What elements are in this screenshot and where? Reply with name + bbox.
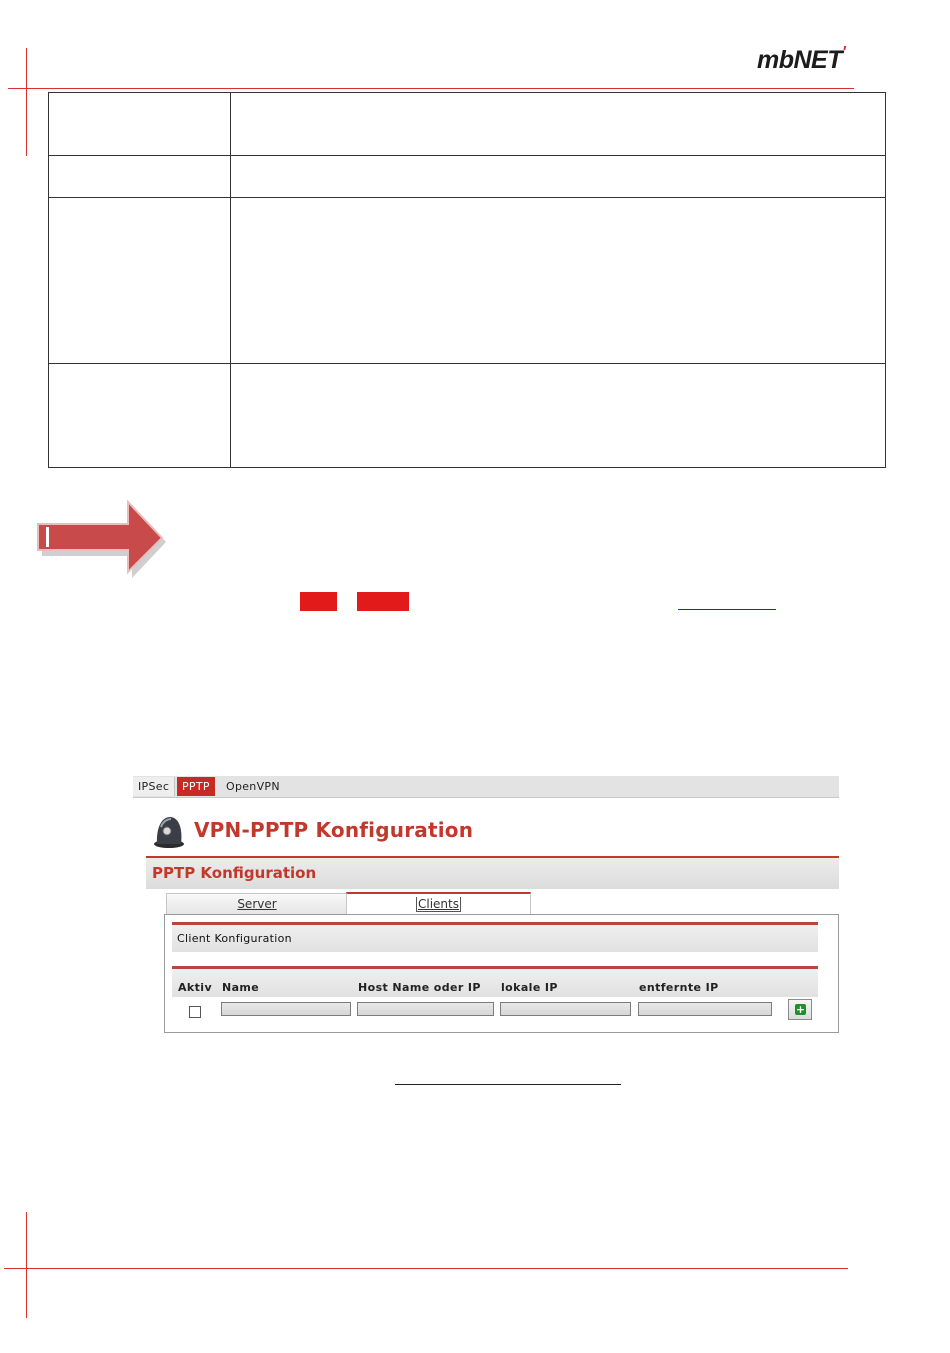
table-row	[49, 93, 886, 156]
highlight-mark	[357, 592, 409, 611]
page-header	[146, 806, 839, 856]
table-cell	[49, 156, 231, 198]
top-tab-bar	[133, 776, 839, 798]
link-underline[interactable]	[678, 609, 776, 610]
panel-header	[172, 922, 818, 952]
col-host: Host Name oder IP	[358, 981, 481, 994]
name-input[interactable]	[221, 1002, 351, 1016]
tab-openvpn[interactable]: OpenVPN	[226, 780, 280, 793]
caption-underline	[395, 1084, 621, 1085]
add-icon: +	[795, 1003, 806, 1016]
col-name: Name	[222, 981, 260, 994]
add-client-button[interactable]	[788, 999, 812, 1020]
crop-mark-top-vertical	[26, 48, 27, 156]
col-remote-ip: entfernte IP	[639, 981, 719, 994]
arrow-icon	[36, 500, 171, 584]
helmet-icon	[152, 813, 186, 849]
footer-rule	[4, 1268, 848, 1269]
col-aktiv: Aktiv	[178, 981, 213, 994]
table-cell	[49, 93, 231, 156]
tab-server[interactable]	[166, 893, 348, 914]
table-cell	[231, 93, 886, 156]
section-title: PPTP Konfiguration	[152, 864, 317, 882]
header-rule	[8, 88, 854, 89]
tab-clients-label: Clients	[418, 897, 459, 911]
client-config-panel	[164, 914, 839, 1033]
vpn-config-screenshot	[133, 776, 839, 1038]
host-input[interactable]	[357, 1002, 494, 1016]
highlight-mark	[300, 592, 337, 611]
brand-logo-mark: '	[842, 44, 846, 61]
panel-title: Client Konfiguration	[177, 932, 292, 945]
table-cell	[231, 156, 886, 198]
parameter-table	[48, 92, 886, 468]
brand-logo-text: mbNET	[757, 46, 842, 74]
tab-server-label: Server	[237, 897, 277, 911]
table-cell	[231, 198, 886, 364]
table-row	[49, 156, 886, 198]
section-header	[146, 856, 839, 889]
column-header-bar	[172, 966, 818, 997]
tab-ipsec[interactable]: IPSec	[133, 777, 175, 796]
table-row	[49, 364, 886, 468]
table-cell	[231, 364, 886, 468]
crop-mark-bottom-vertical	[26, 1212, 27, 1318]
table-cell	[49, 364, 231, 468]
local-ip-input[interactable]	[500, 1002, 631, 1016]
tab-pptp[interactable]: PPTP	[177, 777, 215, 796]
aktiv-checkbox[interactable]	[189, 1006, 201, 1018]
brand-logo	[757, 46, 845, 75]
col-local-ip: lokale IP	[501, 981, 558, 994]
remote-ip-input[interactable]	[638, 1002, 772, 1016]
table-row	[49, 198, 886, 364]
page-title: VPN-PPTP Konfiguration	[194, 818, 474, 842]
table-cell	[49, 198, 231, 364]
tab-clients[interactable]	[346, 892, 531, 916]
